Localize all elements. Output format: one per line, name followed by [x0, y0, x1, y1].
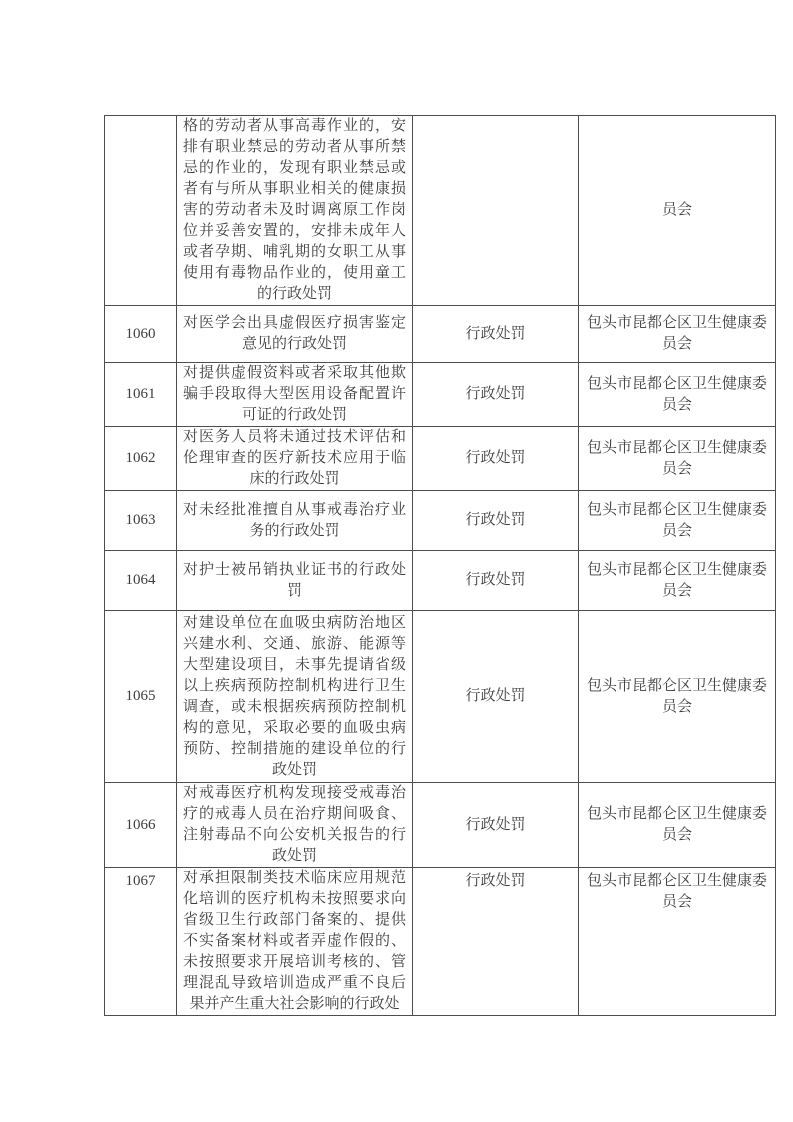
agency-cell: 包头市昆都仑区卫生健康委员会: [579, 427, 776, 491]
agency-cell: 包头市昆都仑区卫生健康委员会: [579, 551, 776, 611]
table-row: [105, 427, 776, 491]
agency-cell: 包头市昆都仑区卫生健康委员会: [579, 783, 776, 868]
type-cell: 行政处罚: [413, 551, 579, 611]
agency-cell: 包头市昆都仑区卫生健康委员会: [579, 363, 776, 427]
table-row: [105, 783, 776, 868]
item-name-cell: 对承担限制类技术临床应用规范化培训的医疗机构未按照要求向省级卫生行政部门备案的、提供不实备案材料或者弄虚作假的、未按照要求开展培训考核的、管理混乱导致培训造成严重不良后果并产生重大社会影响的行政处: [177, 868, 413, 1016]
item-name-cell: 格的劳动者从事高毒作业的，安排有职业禁忌的劳动者从事所禁忌的作业的，发现有职业禁忌或者有与所从事职业相关的健康损害的劳动者未及时调离原工作岗位并妥善安置的，安排未成年人或者孕期、哺乳期的女职工从事使用有毒物品作业的，使用童工的行政处罚: [177, 116, 413, 306]
type-cell: 行政处罚: [413, 611, 579, 783]
seq-cell: 1064: [105, 551, 177, 611]
type-cell: 行政处罚: [413, 868, 579, 1016]
item-name-cell: 对提供虚假资料或者采取其他欺骗手段取得大型医用设备配置许可证的行政处罚: [177, 363, 413, 427]
type-cell: 行政处罚: [413, 491, 579, 551]
type-cell: 行政处罚: [413, 427, 579, 491]
item-name-cell: 对建设单位在血吸虫病防治地区兴建水利、交通、旅游、能源等大型建设项目，未事先提请省级以上疾病预防控制机构进行卫生调查，或未根据疾病预防控制机构的意见，采取必要的血吸虫病预防、控制措施的建设单位的行政处罚: [177, 611, 413, 783]
seq-cell: [105, 116, 177, 306]
table-row: [105, 868, 776, 1016]
seq-cell: 1061: [105, 363, 177, 427]
table-row: [105, 491, 776, 551]
type-cell: [413, 116, 579, 306]
table-row: [105, 611, 776, 783]
seq-cell: 1065: [105, 611, 177, 783]
table-row: [105, 116, 776, 306]
seq-cell: 1063: [105, 491, 177, 551]
item-name-cell: 对医务人员将未通过技术评估和伦理审查的医疗新技术应用于临床的行政处罚: [177, 427, 413, 491]
item-name-cell: 对戒毒医疗机构发现接受戒毒治疗的戒毒人员在治疗期间吸食、注射毒品不向公安机关报告的行政处罚: [177, 783, 413, 868]
agency-cell: 包头市昆都仑区卫生健康委员会: [579, 491, 776, 551]
seq-cell: 1060: [105, 306, 177, 363]
table-row: [105, 306, 776, 363]
administrative-penalty-table: [104, 115, 776, 1016]
table-row: [105, 363, 776, 427]
type-cell: 行政处罚: [413, 363, 579, 427]
seq-cell: 1066: [105, 783, 177, 868]
item-name-cell: 对护士被吊销执业证书的行政处罚: [177, 551, 413, 611]
type-cell: 行政处罚: [413, 306, 579, 363]
agency-cell: 包头市昆都仑区卫生健康委员会: [579, 306, 776, 363]
agency-cell: 包头市昆都仑区卫生健康委员会: [579, 611, 776, 783]
table-row: [105, 551, 776, 611]
item-name-cell: 对未经批准擅自从事戒毒治疗业务的行政处罚: [177, 491, 413, 551]
seq-cell: 1062: [105, 427, 177, 491]
seq-cell: 1067: [105, 868, 177, 1016]
agency-cell: 包头市昆都仑区卫生健康委员会: [579, 868, 776, 1016]
type-cell: 行政处罚: [413, 783, 579, 868]
agency-cell: 员会: [579, 116, 776, 306]
item-name-cell: 对医学会出具虚假医疗损害鉴定意见的行政处罚: [177, 306, 413, 363]
